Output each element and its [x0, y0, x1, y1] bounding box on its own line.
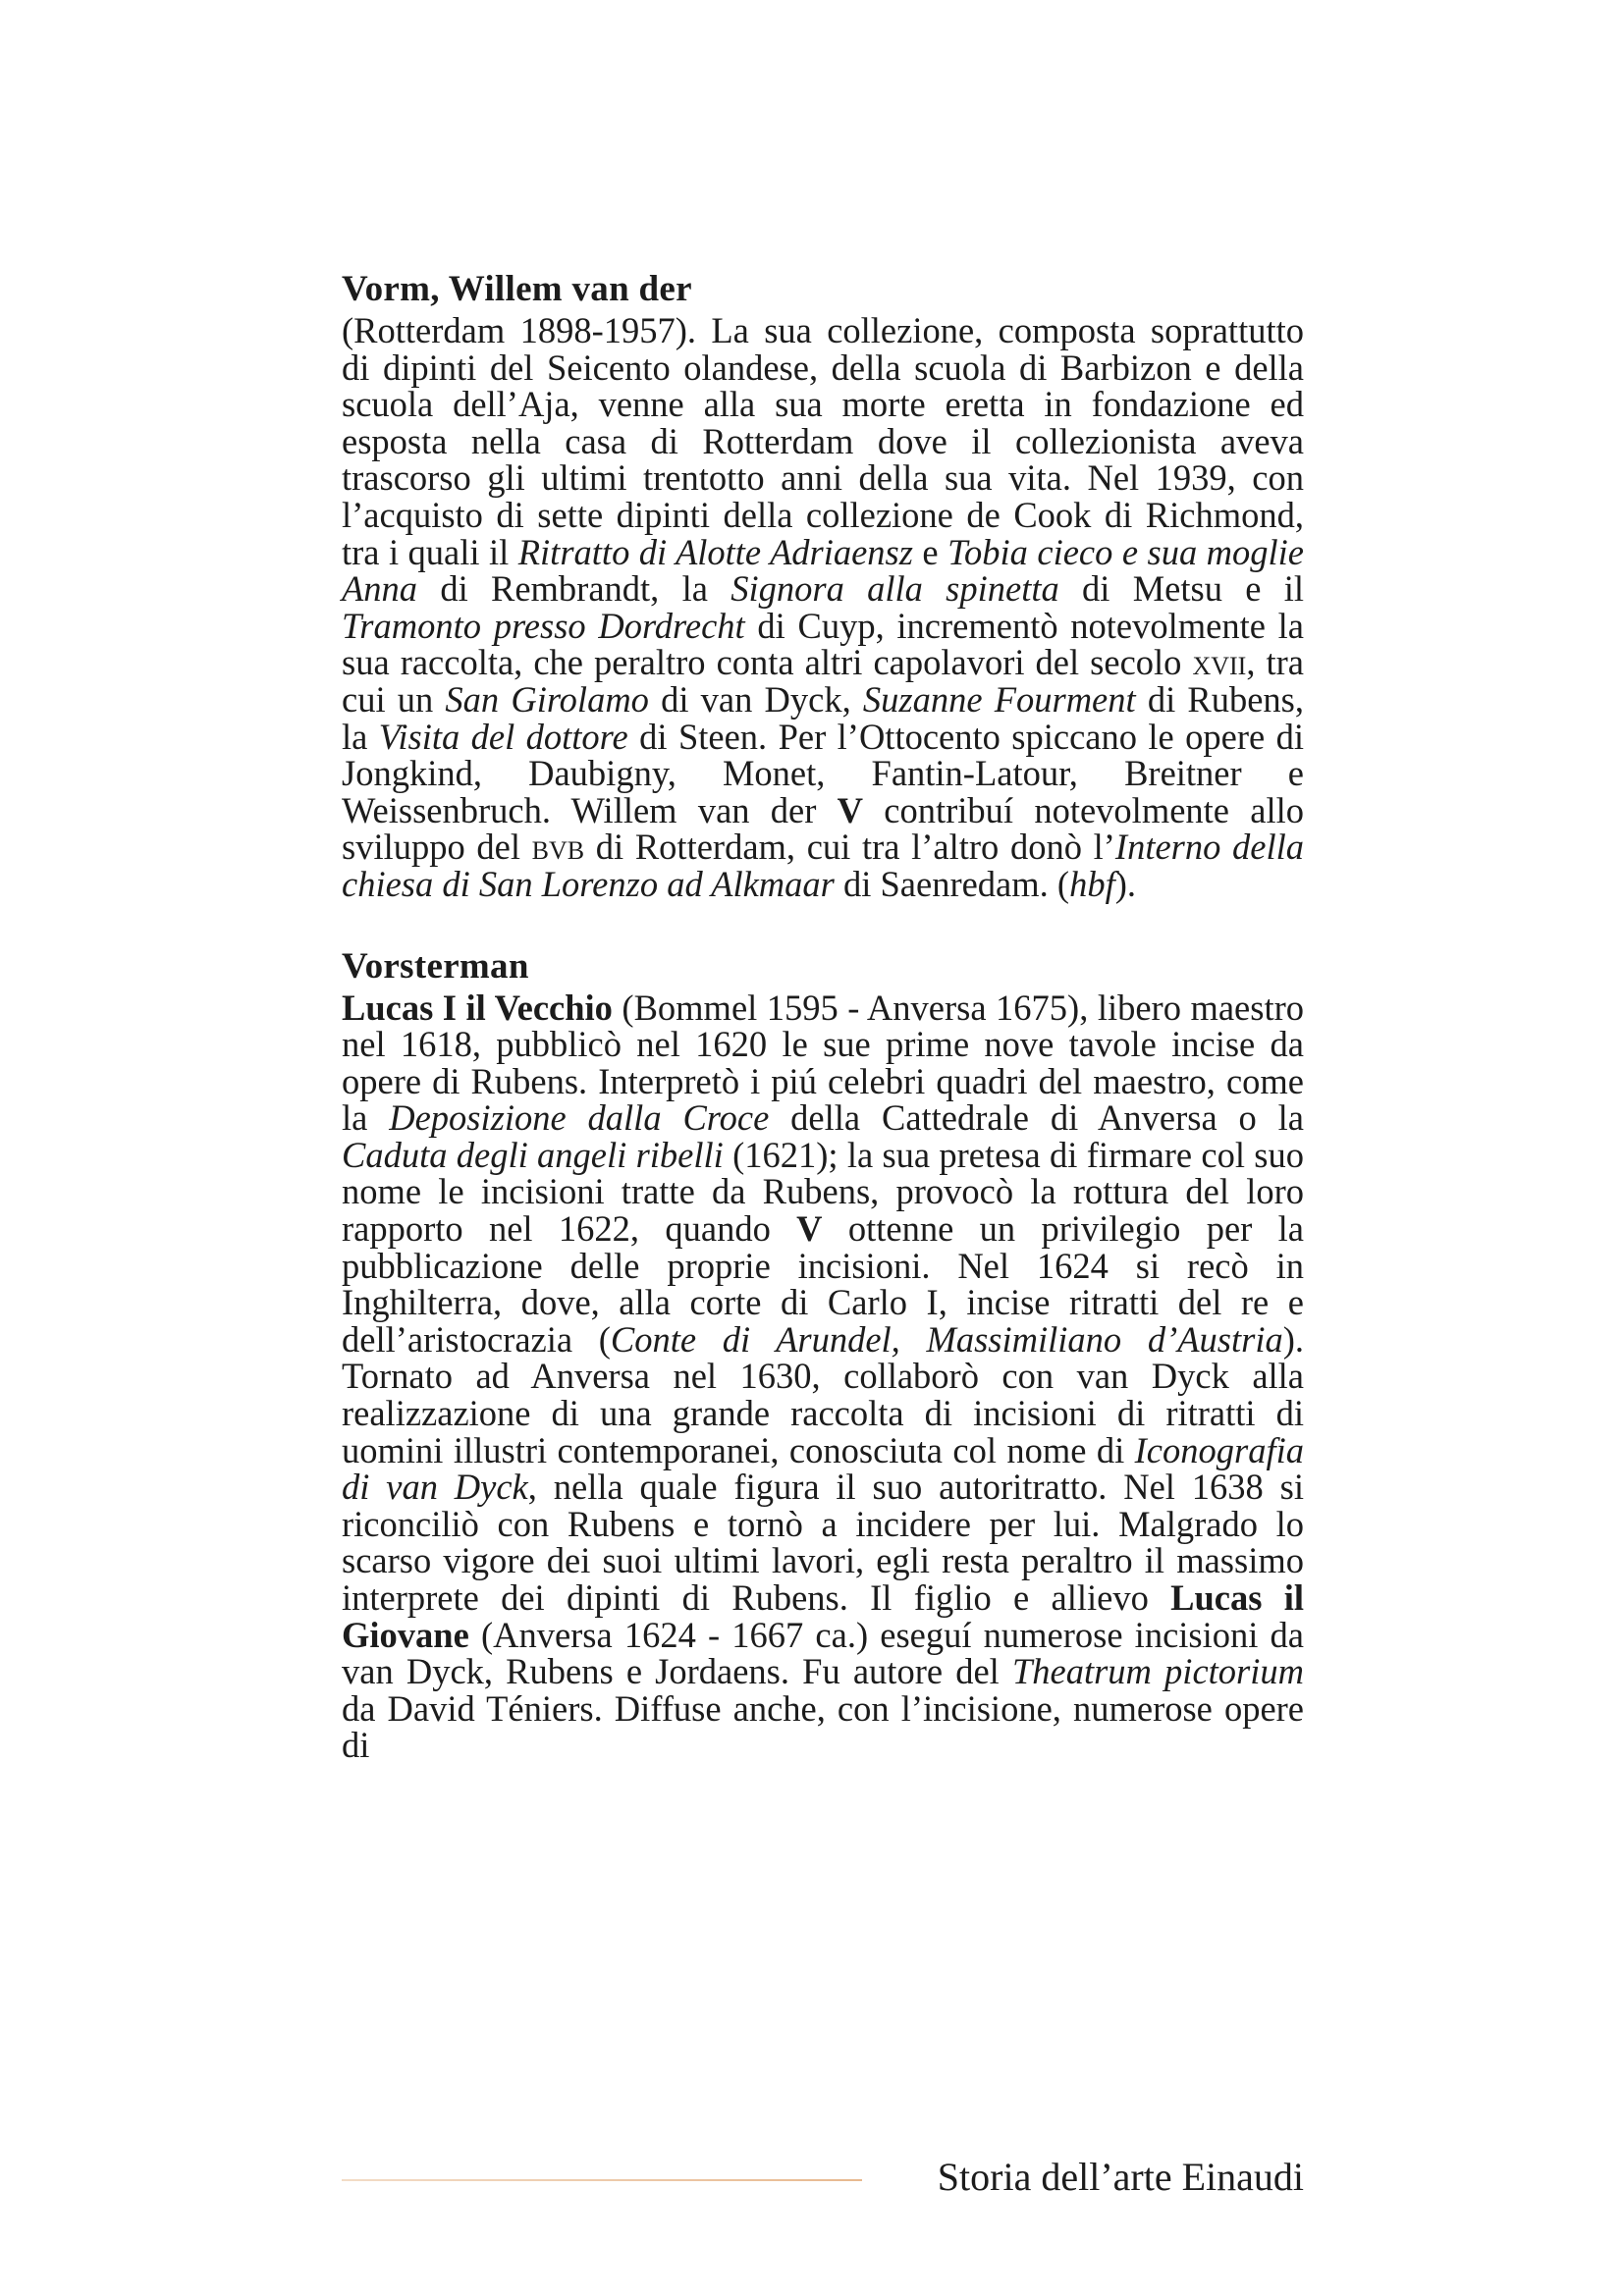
publisher-name: Storia dell’arte Einaudi: [937, 2155, 1304, 2199]
italic-text: Tobia cieco e sua moglie Anna: [342, 531, 1305, 610]
italic-text: Theatrum pictorium: [1011, 1651, 1304, 1692]
bold-text: V: [837, 789, 864, 830]
body-text: contribuí notevolmente allo sviluppo del: [342, 789, 1304, 868]
body-text: di Steen. Per l’Ottocento spiccano le opere di Jongkind, Daubigny, Monet, Fantin-Latour, Breitner e Weissenbruch. Willem van der: [342, 716, 1305, 830]
body-text: ).: [1114, 863, 1136, 904]
body-text: di Rembrandt, la: [417, 568, 731, 610]
italic-text: Signora alla spinetta: [730, 568, 1059, 610]
body-text: ottenne un privilegio per la pubblicazione delle proprie incisioni. Nel 1624 si recò in Inghilterra, dove, alla corte di Carlo I, incise ritratti del re e dell’aristocrazia (: [342, 1208, 1304, 1360]
italic-text: Ritratto di Alotte Adriaensz: [517, 531, 913, 572]
body-text: da David Téniers. Diffuse anche, con l’incisione, numerose opere di: [342, 1687, 1304, 1766]
body-text: della Cattedrale di Anversa o la: [769, 1097, 1305, 1139]
italic-text: Iconografia di van Dyck: [342, 1429, 1304, 1508]
bold-text: Lucas il Giovane: [342, 1577, 1304, 1655]
italic-text: Tramonto presso Dordrecht: [342, 605, 745, 646]
small-caps-text: bvb: [531, 827, 585, 868]
entry-paragraph: [342, 989, 1304, 1764]
body-text: e: [912, 531, 948, 572]
body-text: ). Tornato ad Anversa nel 1630, collaborò con van Dyck alla realizzazione di una grande raccolta di incisioni di ritratti di uomini illustri contemporanei, conosciuta col nome di: [342, 1318, 1304, 1470]
italic-text: Caduta degli angeli ribelli: [342, 1134, 724, 1175]
entry-heading: Vorsterman: [342, 945, 529, 987]
body-text: di Rubens, la: [342, 678, 1304, 757]
italic-text: Suzanne Fourment: [862, 678, 1136, 720]
entry-body: [342, 312, 1304, 903]
body-text: , tra cui un: [342, 642, 1305, 720]
small-caps-text: xvii: [1192, 642, 1247, 683]
italic-text: Conte di Arundel, Massimiliano d’Austria: [610, 1318, 1283, 1360]
italic-text: hbf: [1069, 863, 1115, 904]
entry-heading: Vorm, Willem van der: [342, 269, 692, 309]
entry-vorsterman: [342, 944, 1304, 1764]
italic-text: Visita del dottore: [378, 716, 628, 757]
italic-text: Interno della chiesa di San Lorenzo ad Alkmaar: [342, 827, 1305, 904]
body-text: di Rotterdam, cui tra l’altro donò l’: [584, 827, 1115, 868]
body-text: di Cuyp, incrementò notevolmente la sua raccolta, che peraltro conta altri capolavori del secolo: [342, 605, 1304, 683]
footer-rule: [342, 2179, 862, 2181]
page-footer: [342, 2150, 1304, 2209]
body-text: (1621); la sua pretesa di firmare col suo nome le incisioni tratte da Rubens, provocò la rottura del loro rapporto nel 1622, quando: [342, 1134, 1304, 1250]
entry-body: [342, 989, 1304, 1764]
bold-text: Lucas I il Vecchio: [342, 987, 613, 1028]
body-text: di Saenredam. (: [834, 863, 1070, 904]
entry-vorm: [342, 267, 1304, 903]
body-text: , nella quale figura il suo autoritratto. Nel 1638 si riconciliò con Rubens e tornò a incidere per lui. Malgrado lo scarso vigore dei suoi ultimi lavori, egli resta peraltro il massimo interprete dei dipinti di Rubens. Il figlio e allievo: [342, 1467, 1304, 1618]
italic-text: San Girolamo: [445, 678, 649, 720]
text-column: [342, 267, 1304, 1764]
body-text: (Anversa 1624 - 1667 ca.) eseguí numerose incisioni da van Dyck, Rubens e Jordaens. Fu autore del: [342, 1614, 1304, 1692]
body-text: di van Dyck,: [648, 678, 863, 720]
bold-text: V: [796, 1208, 823, 1250]
body-text: (Rotterdam 1898-1957). La sua collezione, composta soprattutto di dipinti del Seicento olandese, della scuola di Barbizon e della scuola dell’Aja, venne alla sua morte eretta in fondazione ed esposta nella casa di Rotterdam dove il collezionista aveva trascorso gli ultimi trentotto anni della sua vita. Nel 1939, con l’acquisto di sette dipinti della collezione de Cook di Richmond, tra i quali il: [342, 310, 1304, 572]
body-text: (Bommel 1595 - Anversa 1675), libero maestro nel 1618, pubblicò nel 1620 le sue prime nove tavole incise da opere di Rubens. Interpretò i piú celebri quadri del maestro, come la: [342, 987, 1304, 1139]
italic-text: Deposizione dalla Croce: [389, 1097, 770, 1139]
entry-paragraph: [342, 312, 1304, 903]
body-text: di Metsu e il: [1058, 568, 1304, 610]
